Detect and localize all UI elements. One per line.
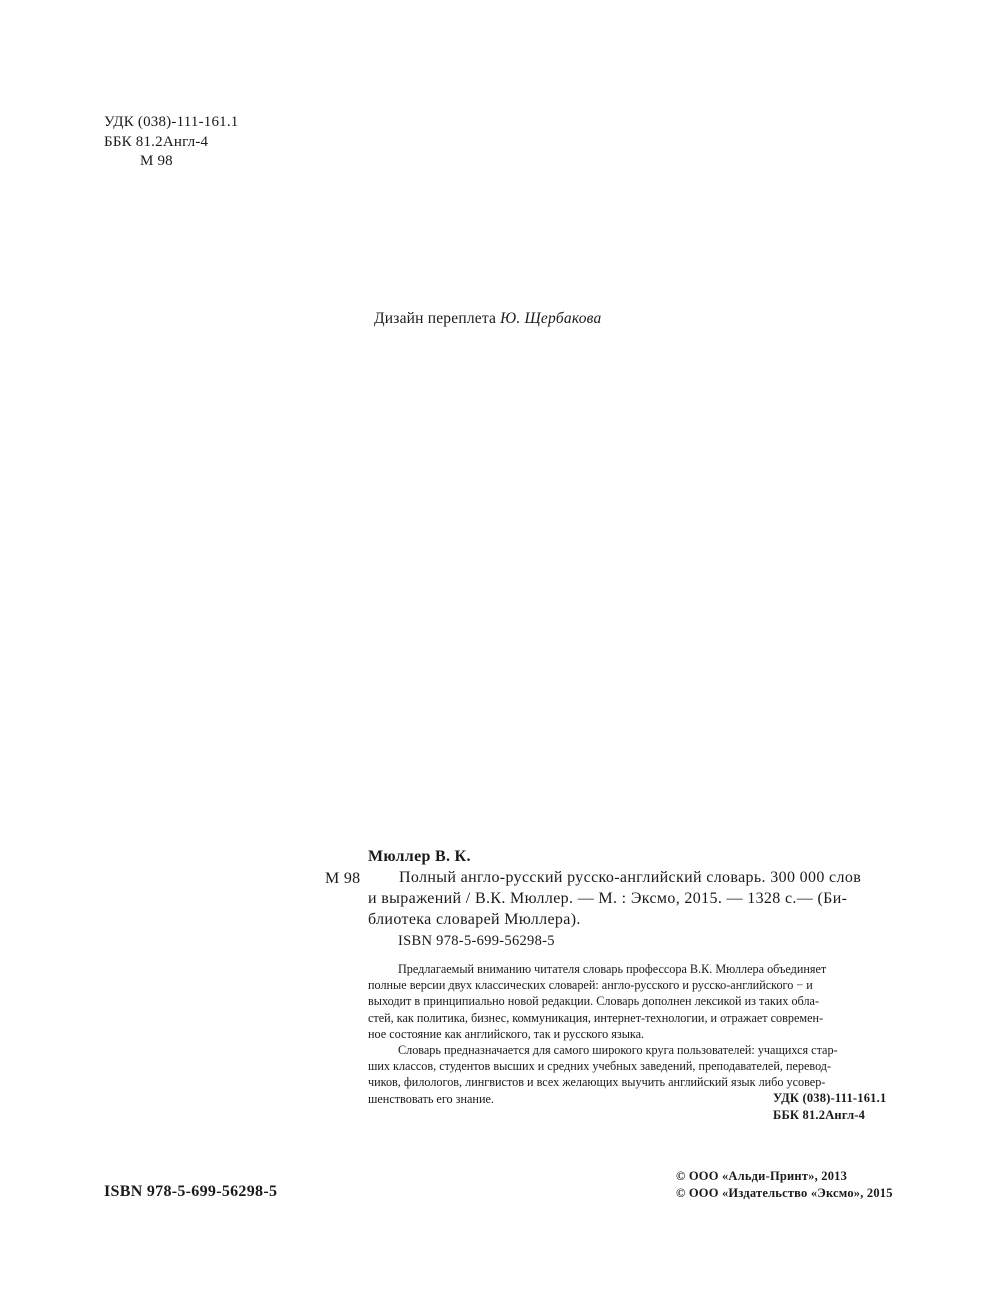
- annotation-line: стей, как политика, бизнес, коммуникация, интернет-технологии, и отражает современ-: [368, 1010, 824, 1025]
- catalog-isbn: ISBN 978-5-699-56298-5: [398, 933, 555, 949]
- annotation-line: выходит в принципиально новой редакции. Словарь дополнен лексикой из таких обла-: [368, 994, 820, 1009]
- copyright-line: © ООО «Альди-Принт», 2013: [676, 1169, 848, 1183]
- annotation-line: шенствовать его знание.: [368, 1091, 494, 1106]
- udk-code-card: УДК (038)-111-161.1: [773, 1091, 887, 1105]
- annotation-line: Словарь предназначается для самого широкого круга пользователей: учащихся стар-: [398, 1043, 838, 1058]
- description-line: и выражений / В.К. Мюллер. — М. : Эксмо, 2015. — 1328 с.— (Би-: [368, 890, 848, 907]
- annotation-line: ших классов, студентов высших и средних учебных заведений, преподавателей, перевод-: [368, 1059, 832, 1074]
- cover-designer-name: Ю. Щербакова: [500, 310, 602, 327]
- annotation-line: чиков, филологов, лингвистов и всех желающих выучить английский язык либо усовер-: [368, 1075, 826, 1090]
- description-line: Полный англо-русский русско-английский словарь. 300 000 слов: [399, 869, 862, 886]
- cover-design-credit: [374, 310, 601, 328]
- bbk-code-card: ББК 81.2Англ-4: [773, 1108, 866, 1122]
- copyright-line: © ООО «Издательство «Эксмо», 2015: [676, 1186, 893, 1200]
- catalog-annotation: [368, 961, 898, 1107]
- udk-code-top: УДК (038)-111-161.1: [104, 114, 239, 130]
- catalog-author: Мюллер В. К.: [368, 848, 471, 865]
- catalog-description: [368, 867, 898, 930]
- annotation-line: Предлагаемый вниманию читателя словарь профессора В.К. Мюллера объединяет: [398, 962, 827, 976]
- isbn-main: ISBN 978-5-699-56298-5: [104, 1183, 278, 1200]
- description-line: блиотека словарей Мюллера).: [368, 911, 581, 928]
- annotation-line: полные версии двух классических словарей: англо-русского и русско-английского − и: [368, 978, 813, 993]
- bbk-code-top: ББК 81.2Англ-4: [104, 134, 209, 150]
- author-mark-top: М 98: [140, 153, 173, 169]
- cover-design-label: Дизайн переплета: [374, 310, 497, 327]
- annotation-line: ное состояние как английского, так и русского языка.: [368, 1026, 645, 1041]
- catalog-author-mark: М 98: [325, 870, 361, 887]
